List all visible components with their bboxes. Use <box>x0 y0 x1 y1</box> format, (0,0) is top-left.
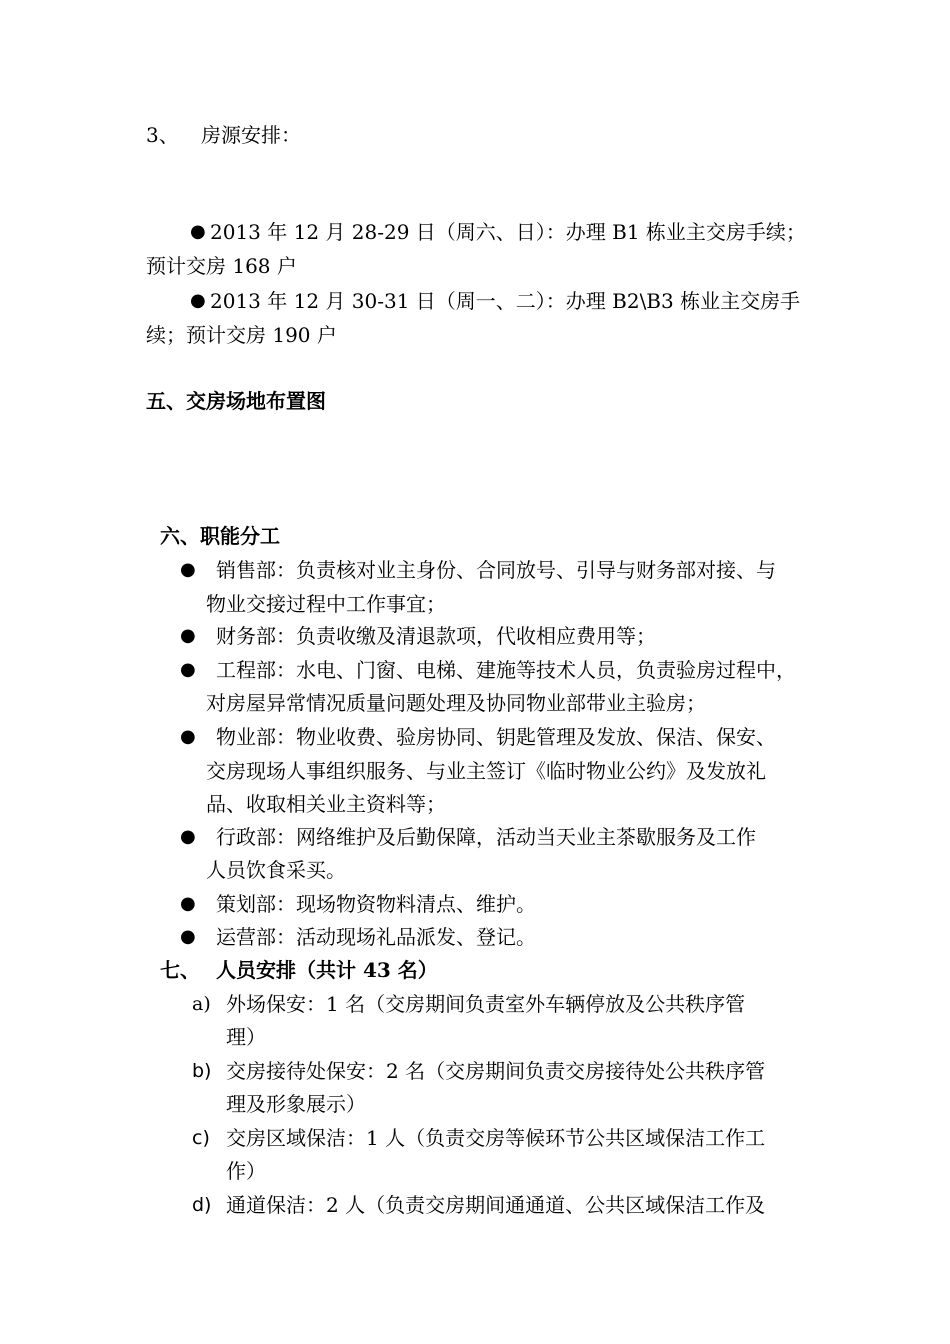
duty-bullet-planning: ● <box>180 893 196 914</box>
duty-bullet-finance: ● <box>180 625 196 646</box>
staff-marker-c: c) <box>192 1127 210 1149</box>
schedule-item-2-line-1: 2013 年 12 月 30-31 日（周一、二）：办理 B2\B3 栋业主交房手 <box>210 289 801 313</box>
section-7-number: 七、 <box>160 958 200 982</box>
duty-finance-line-1: 财务部：负责收缴及清退款项，代收相应费用等； <box>216 624 656 648</box>
duty-bullet-engineering: ● <box>180 659 196 680</box>
duty-engineering-line-1: 工程部：水电、门窗、电梯、建施等技术人员，负责验房过程中， <box>216 658 796 682</box>
staff-marker-b: b) <box>192 1060 212 1082</box>
duty-admin-line-2: 人员饮食采买。 <box>206 858 346 882</box>
schedule-item-1-line-1: 2013 年 12 月 28-29 日（周六、日）：办理 B1 栋业主交房手续； <box>210 220 806 244</box>
duty-property-line-3: 品、收取相关业主资料等； <box>206 792 446 816</box>
duty-sales-line-2: 物业交接过程中工作事宜； <box>206 592 446 616</box>
staff-b-line-2: 理及形象展示） <box>226 1092 366 1116</box>
duty-planning-line-1: 策划部：现场物资物料清点、维护。 <box>216 892 536 916</box>
duty-bullet-property: ● <box>180 726 196 747</box>
section-3-title: 房源安排： <box>201 123 301 147</box>
staff-d-line-1: 通道保洁：2 人（负责交房期间通通道、公共区域保洁工作及 <box>226 1193 766 1217</box>
schedule-item-2-line-2: 续；预计交房 190 户 <box>146 323 337 347</box>
duty-admin-line-1: 行政部：网络维护及后勤保障，活动当天业主茶歇服务及工作 <box>216 825 756 849</box>
duty-property-line-1: 物业部：物业收费、验房协同、钥匙管理及发放、保洁、保安、 <box>216 725 776 749</box>
staff-b-line-1: 交房接待处保安：2 名（交房期间负责交房接待处公共秩序管 <box>226 1059 766 1083</box>
schedule-bullet-2: ● <box>190 290 206 311</box>
duty-property-line-2: 交房现场人事组织服务、与业主签订《临时物业公约》及发放礼 <box>206 759 766 783</box>
section-3-number: 3、 <box>146 123 179 147</box>
staff-marker-d: d) <box>192 1194 212 1216</box>
duty-operations-line-1: 运营部：活动现场礼品派发、登记。 <box>216 925 536 949</box>
duty-bullet-admin: ● <box>180 826 196 847</box>
duty-engineering-line-2: 对房屋异常情况质量问题处理及协同物业部带业主验房； <box>206 691 706 715</box>
staff-marker-a: a) <box>192 993 211 1015</box>
section-5-title: 五、交房场地布置图 <box>146 389 326 413</box>
staff-c-line-1: 交房区域保洁：1 人（负责交房等候环节公共区域保洁工作工 <box>226 1126 766 1150</box>
duty-bullet-operations: ● <box>180 926 196 947</box>
schedule-bullet-1: ● <box>190 221 206 242</box>
staff-a-line-1: 外场保安：1 名（交房期间负责室外车辆停放及公共秩序管 <box>226 992 746 1016</box>
schedule-item-1-line-2: 预计交房 168 户 <box>146 254 297 278</box>
staff-c-line-2: 作） <box>226 1159 266 1183</box>
duty-sales-line-1: 销售部：负责核对业主身份、合同放号、引导与财务部对接、与 <box>216 558 776 582</box>
section-6-title: 六、职能分工 <box>160 524 280 548</box>
duty-bullet-sales: ● <box>180 559 196 580</box>
section-7-title: 人员安排（共计 43 名） <box>216 958 438 982</box>
staff-a-line-2: 理） <box>226 1025 266 1049</box>
